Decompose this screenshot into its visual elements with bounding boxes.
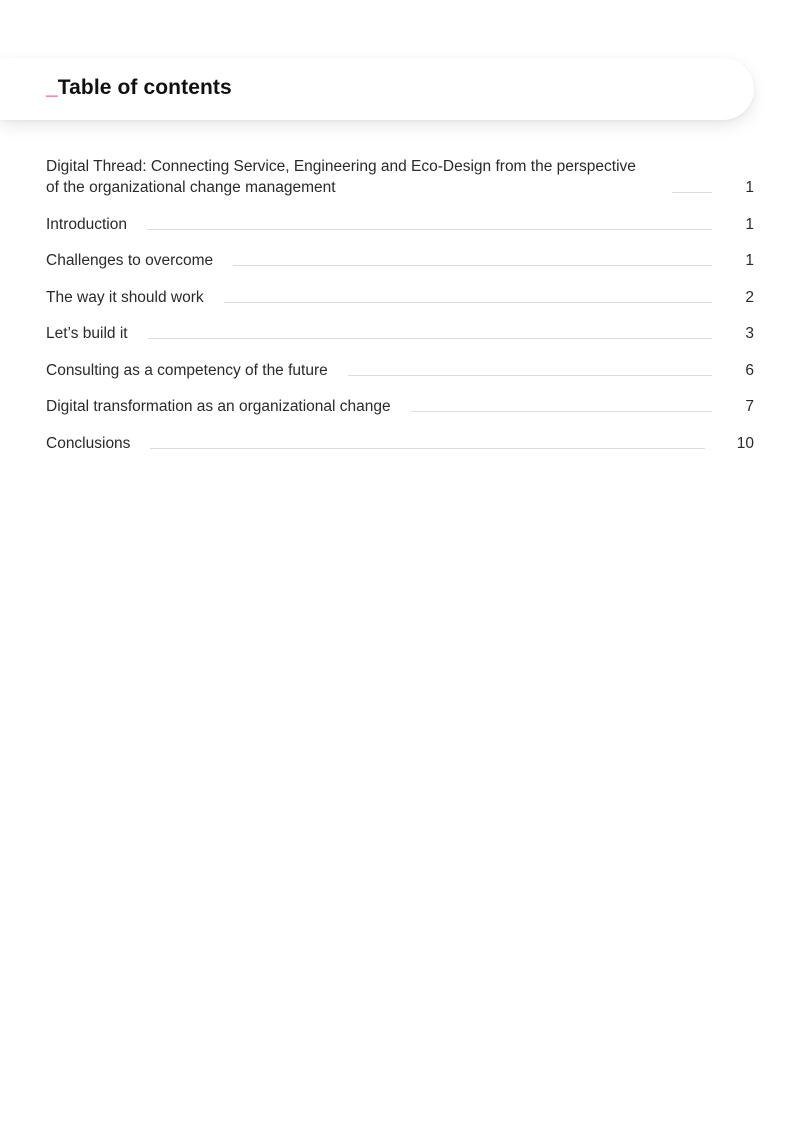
toc-entry-title: Conclusions: [46, 434, 131, 452]
toc-header-bar: [0, 58, 754, 120]
toc-entry-title: The way it should work: [46, 288, 204, 306]
toc-entry-title: Consulting as a competency of the future: [46, 361, 328, 379]
toc-entry-conclusions[interactable]: [46, 433, 754, 454]
toc-entry-title: Let’s build it: [46, 325, 128, 342]
toc-entry-title: Introduction: [46, 215, 127, 233]
toc-leader-line: [150, 448, 704, 449]
toc-entry-digital-transformation[interactable]: [46, 396, 754, 417]
toc-list: [46, 156, 754, 469]
toc-page-number: 7: [745, 398, 754, 415]
title-text: Table of contents: [57, 76, 232, 99]
toc-entry-lets-build-it[interactable]: [46, 323, 754, 344]
toc-leader-line: [224, 302, 712, 303]
toc-leader-line: [348, 375, 712, 376]
toc-page-number: 6: [745, 361, 754, 379]
toc-entry-title: Challenges to overcome: [46, 252, 214, 269]
toc-leader-line: [411, 411, 712, 412]
toc-entry-consulting[interactable]: [46, 360, 754, 381]
toc-entry-digital-thread[interactable]: [46, 156, 754, 198]
toc-page-number: 1: [745, 215, 754, 233]
toc-entry-title: Digital transformation as an organizational change: [46, 398, 391, 415]
toc-entry-way-it-should-work[interactable]: [46, 287, 754, 308]
toc-entry-introduction[interactable]: [46, 214, 754, 235]
toc-page-number: 2: [745, 288, 754, 306]
toc-leader-line: [147, 229, 712, 230]
toc-page-number: 10: [736, 434, 754, 452]
toc-page-number: 3: [745, 325, 754, 342]
toc-leader-line: [148, 338, 712, 339]
toc-page-number: 1: [745, 252, 754, 269]
toc-entry-title: Digital Thread: Connecting Service, Engineering and Eco-Design from the perspective of the organizational change management: [46, 158, 636, 196]
title-accent: _: [46, 76, 58, 99]
toc-leader-line: [672, 192, 712, 193]
toc-entry-challenges[interactable]: [46, 250, 754, 271]
toc-page-number: 1: [745, 179, 754, 196]
toc-leader-line: [233, 265, 712, 266]
page-title: [46, 76, 232, 100]
